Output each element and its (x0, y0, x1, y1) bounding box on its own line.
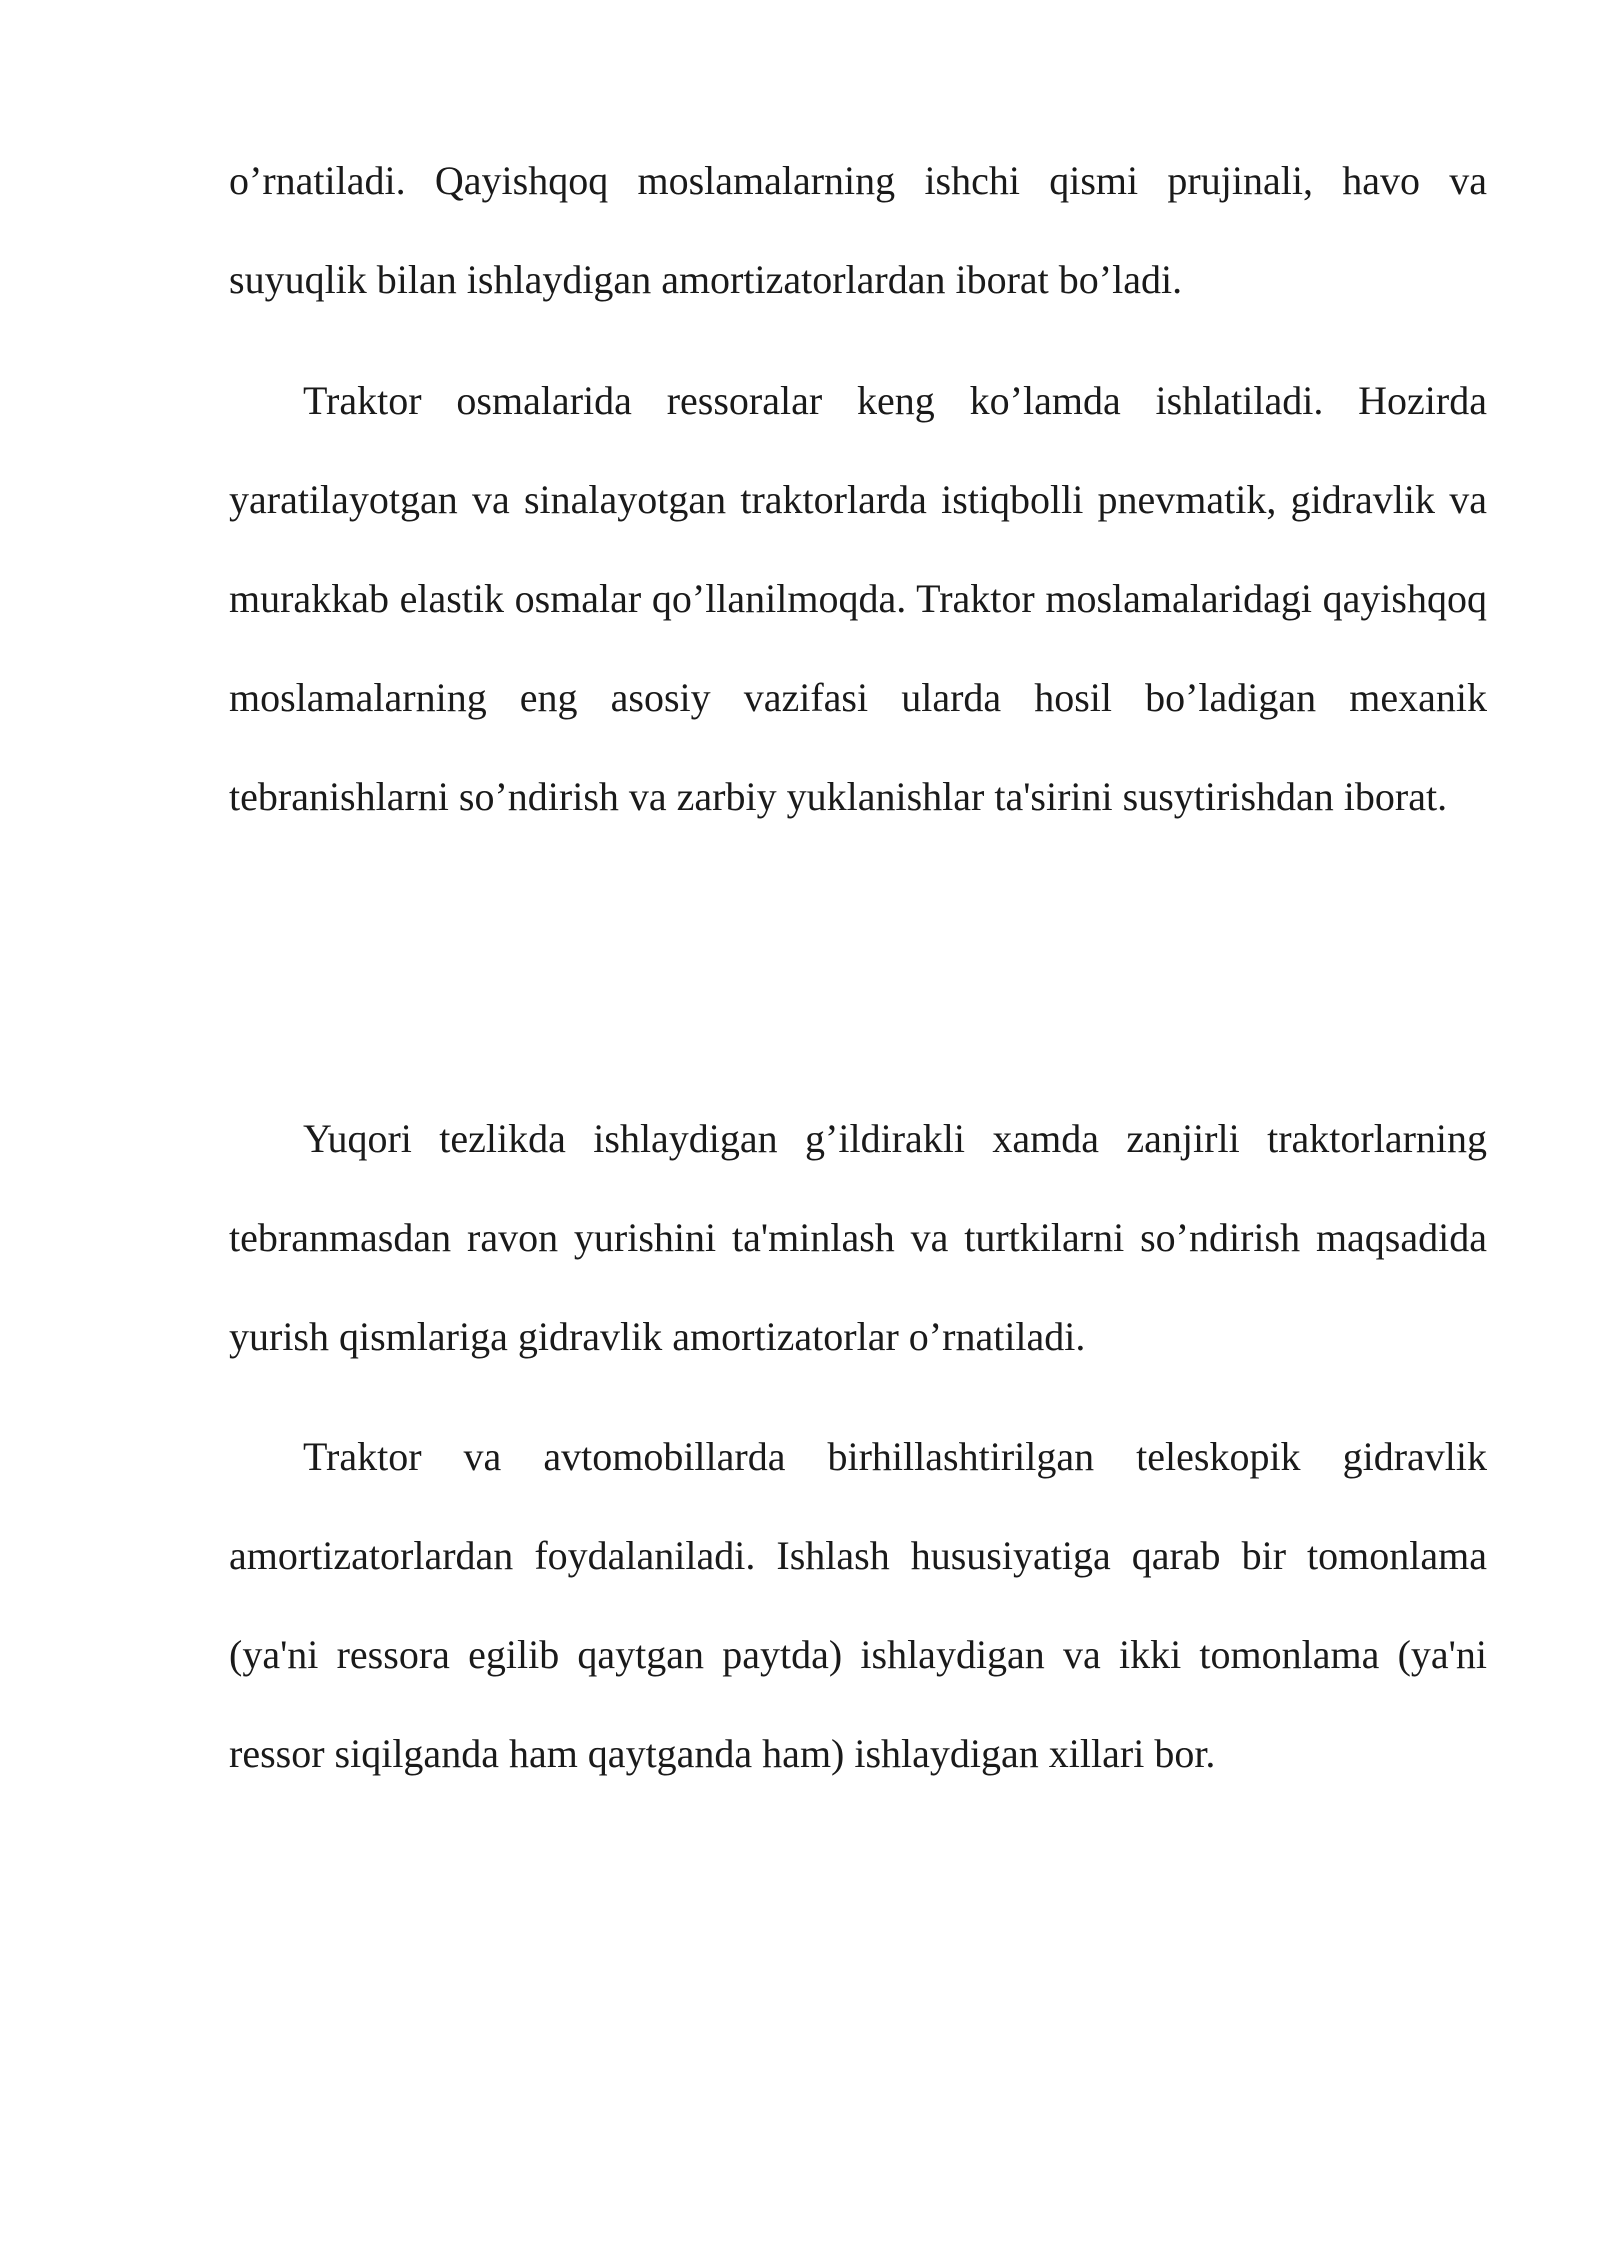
paragraph-yuqori-tezlik (229, 1089, 1487, 1386)
paragraph-text: Traktor va avtomobillarda birhillashtirilgan teleskopik gidravlik amortizatorlardan foydalaniladi. Ishlash hususiyatiga qarab bir tomonlama (ya'ni ressora egilib qaytgan paytda) ishlaydigan va ikki tomonlama (ya'ni ressor siqilganda ham qaytganda ham) ishlaydigan xillari bor. (229, 1434, 1487, 1776)
paragraph-amortizatorlar (229, 1407, 1487, 1803)
paragraph-traktor-osmalari (229, 351, 1487, 846)
paragraph-text: o’rnatiladi. Qayishqoq moslamalarning ishchi qismi prujinali, havo va suyuqlik bilan ishlaydigan amortizatorlardan iborat bo’ladi. (229, 158, 1487, 302)
paragraph-text: Yuqori tezlikda ishlaydigan g’ildirakli xamda zanjirli traktorlarning tebranmasdan ravon yurishini ta'minlash va turtkilarni so’ndirish maqsadida yurish qismlariga gidravlik amortizatorlar o’rnatiladi. (229, 1116, 1487, 1359)
paragraph-continuation (229, 131, 1487, 329)
paragraph-text: Traktor osmalarida ressoralar keng ko’lamda ishlatiladi. Hozirda yaratilayotgan va sinalayotgan traktorlarda istiqbolli pnevmatik, gidravlik va murakkab elastik osmalar qo’llanilmoqda. Traktor moslamalaridagi qayishqoq moslamalarning eng asosiy vazifasi ularda hosil bo’ladigan mexanik tebranishlarni so’ndirish va zarbiy yuklanishlar ta'sirini susytirishdan iborat. (229, 378, 1487, 819)
